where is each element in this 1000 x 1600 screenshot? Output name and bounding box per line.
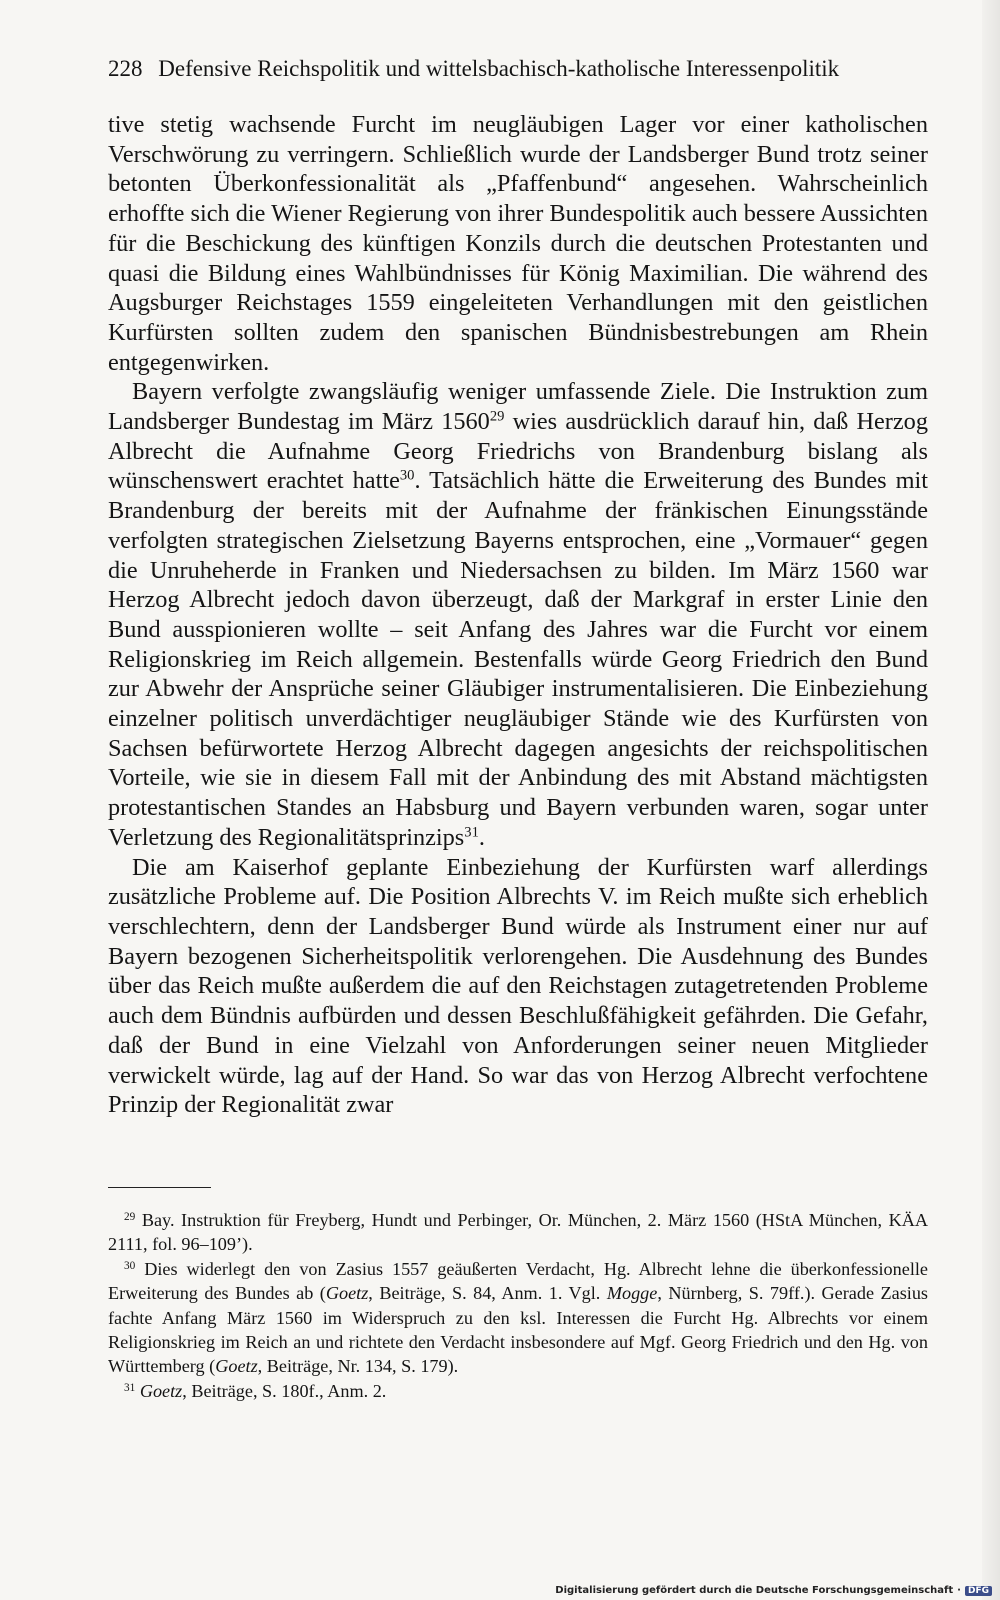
paragraph-2-part-c: . Tatsächlich hätte die Erweiterung des Bundes mit Brandenburg der bereits mit der Aufnahme der fränkischen Einungsstände verfolgten strategischen Zielsetzung Bayerns entsprochen, eine „Vormauer“ gegen die Unruheherde in Franken und Niedersachsen zu bilden. Im März 1560 war Herzog Albrecht jedoch davon überzeugt, daß der Markgraf in erster Linie den Bund ausspionieren wollte – seit Anfang des Jahres war die Furcht vor einem Religionskrieg im Reich allgemein. Bestenfalls würde Georg Friedrich den Bund zur Abwehr der Ansprüche seiner Gläubiger instrumentalisieren. Die Einbeziehung einzelner politisch unverdächtiger neugläubiger Stände wie des Kurfürsten von Sachsen befürwortete Herzog Albrecht dagegen angesichts der reichspolitischen Vorteile, wie sie in diesem Fall mit der Anbindung des mit Abstand mächtigsten protestantischen Standes an Habsburg und Bayern verbunden waren, sogar unter Verletzung des Regionalitätsprinzips bbox=[108, 467, 928, 851]
paragraph-2-part-b: wies ausdrücklich darauf hin, daß Herzog Albrecht die Aufnahme Georg Friedrichs von Brandenburg bislang als wünschenswert erachtet hatte bbox=[108, 408, 928, 495]
paragraph-2-part-a: Bayern verfolgte zwangsläufig weniger umfassende Ziele. Die Instruktion zum Landsberger Bundestag im März 1560 bbox=[108, 378, 928, 436]
paragraph-2 bbox=[108, 377, 928, 852]
paragraph-1: tive stetig wachsende Furcht im neugläubigen Lager vor einer katholischen Verschwörung zu verringern. Schließlich wurde der Landsberger Bund trotz seiner betonten Überkonfessionalität als „Pfaffenbund“ angesehen. Wahrscheinlich erhoffte sich die Wiener Regierung von ihrer Bundespolitik auch bessere Aussichten für die Beschickung des künftigen Konzils durch die deutschen Protestanten und quasi die Bildung eines Wahlbündnisses für König Maximilian. Die während des Augsburger Reichstages 1559 eingeleiteten Verhandlungen mit den geistlichen Kurfürsten sollten zudem den spanischen Bündnisbestrebungen am Rhein entgegenwirken. bbox=[108, 111, 928, 376]
author-name: Mogge bbox=[606, 1283, 658, 1304]
footnote-text: Bay. Instruktion für Freyberg, Hundt und Perbinger, Or. München, 2. März 1560 (HStA München, KÄA 2111, fol. 96–109’). bbox=[108, 1210, 929, 1255]
footnote-text: , Beiträge, S. 84, Anm. 1. Vgl. bbox=[368, 1283, 607, 1304]
page-gutter bbox=[982, 0, 1000, 1600]
digitization-credit: Digitalisierung gefördert durch die Deutsche Forschungsgemeinschaft · DFG bbox=[555, 1585, 992, 1596]
author-name: Goetz bbox=[215, 1356, 258, 1377]
footnote-text: , Nürnberg, S. 79ff.). Gerade Zasius fachte Anfang März 1560 im Widerspruch zu den ksl. Interessen die Furcht Hg. Albrechts vor einem Religionskrieg im Reich an und richtete den Verdacht insbesondere auf Mgf. Georg Friedrich und den Hg. von Württemberg ( bbox=[108, 1283, 929, 1377]
footnote-mark: 30 bbox=[124, 1259, 136, 1272]
running-header bbox=[108, 54, 898, 84]
footnote-mark: 29 bbox=[124, 1210, 136, 1223]
footnote-ref-29[interactable]: 29 bbox=[489, 408, 505, 425]
footnote-text: , Beiträge, S. 180f., Anm. 2. bbox=[182, 1380, 387, 1401]
footnote-rule bbox=[108, 1187, 211, 1188]
credit-text: Digitalisierung gefördert durch die Deutsche Forschungsgemeinschaft bbox=[555, 1585, 954, 1596]
footnote-text: , Beiträge, Nr. 134, S. 179). bbox=[257, 1356, 459, 1377]
page-number: 228 bbox=[108, 56, 143, 81]
footnote-30 bbox=[108, 1257, 928, 1379]
author-name: Goetz bbox=[139, 1380, 183, 1401]
main-text bbox=[108, 110, 928, 1120]
footnote-31 bbox=[108, 1379, 928, 1403]
footnote-29 bbox=[108, 1208, 928, 1257]
footnote-ref-30[interactable]: 30 bbox=[399, 467, 415, 484]
footnotes bbox=[108, 1208, 928, 1403]
paragraph-2-part-d: . bbox=[478, 823, 485, 851]
running-title: Defensive Reichspolitik und wittelsbachisch-katholische Interessenpolitik bbox=[158, 56, 840, 81]
paragraph-3: Die am Kaiserhof geplante Einbeziehung der Kurfürsten warf allerdings zusätzliche Probleme auf. Die Position Albrechts V. im Reich mußte sich erheblich verschlechtern, denn der Landsberger Bund würde als Instrument einer nur auf Bayern bezogenen Sicherheitspolitik verlorengehen. Die Ausdehnung des Bundes über das Reich mußte außerdem die auf den Reichstagen zutagetretenden Probleme auch dem Bündnis aufbürden und dessen Beschlußfähigkeit gefährden. Die Gefahr, daß der Bund in eine Vielzahl von Anforderungen seiner neuen Mitglieder verwickelt würde, lag auf der Hand. So war das von Herzog Albrecht verfochtene Prinzip der Regionalität zwar bbox=[108, 853, 928, 1119]
footnote-mark: 31 bbox=[124, 1381, 136, 1394]
footnote-text: Dies widerlegt den von Zasius 1557 geäußerten Verdacht, Hg. Albrecht lehne die überkonfessionelle Erweiterung des Bundes ab ( bbox=[108, 1258, 928, 1304]
footnote-ref-31[interactable]: 31 bbox=[464, 824, 479, 841]
author-name: Goetz bbox=[325, 1283, 369, 1304]
dfg-logo: DFG bbox=[965, 1586, 992, 1596]
